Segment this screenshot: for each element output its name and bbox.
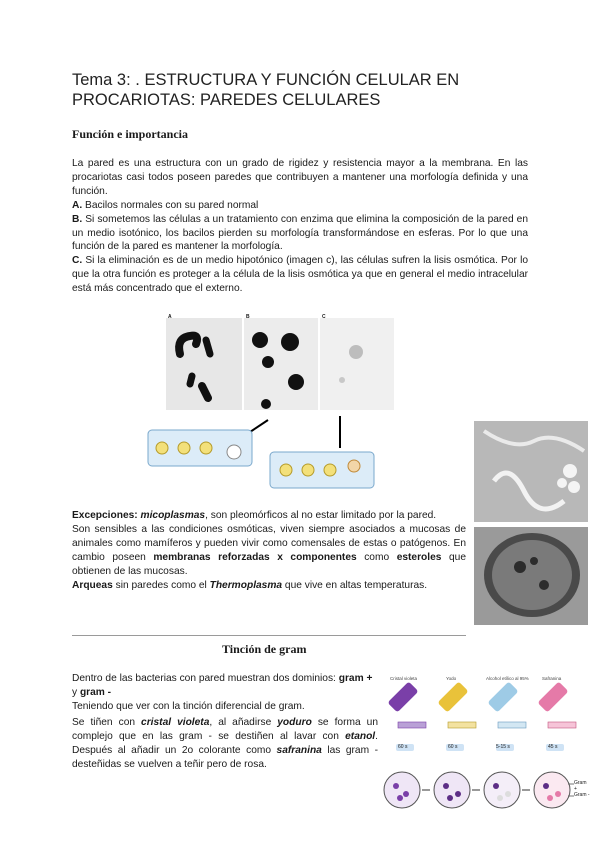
archaea-term: Arqueas [72, 579, 113, 591]
lysed-cell [349, 345, 363, 359]
panel-a-label: A [168, 314, 172, 320]
cell-icon [280, 464, 292, 476]
cell-icon [178, 442, 190, 454]
exceptions-text-6: que vive en altas temperaturas. [282, 579, 428, 591]
iodide-term: yoduro [277, 717, 312, 728]
rod-cell [202, 386, 208, 398]
safranin-bottle [537, 681, 568, 712]
mycoplasma-photo [474, 421, 588, 522]
time-label: 45 s [548, 744, 558, 750]
label-a: A. [72, 199, 83, 211]
legend-gram-negative: Gram - [574, 792, 590, 798]
alcohol-bottle [487, 681, 518, 712]
gram-stain-diagram [378, 660, 590, 840]
exceptions-label: Excepciones: [72, 510, 138, 521]
sphere-cell [288, 374, 304, 390]
reagent-label: Yodo [446, 676, 457, 681]
legend-gram-positive: Gram + [574, 780, 587, 792]
cell-icon [227, 445, 241, 459]
gram-text-2b: , al añadirse [209, 717, 278, 728]
panel-c-bg [320, 318, 394, 410]
label-b: B. [72, 213, 83, 225]
microscope-view [384, 772, 420, 808]
reagent-label: Alcohol etílico al 95% [486, 676, 529, 681]
intro-text: La pared es una estructura con un grado de rigidez y resistencia mayor a la membrana. En las procariotas casi todos poseen paredes que contribuyen a mantener una morfología definida y una función. [72, 158, 528, 197]
exceptions-text-5: sin paredes como el [112, 579, 210, 591]
gram-paragraph-1 [72, 672, 378, 714]
cell-icon [348, 460, 360, 472]
exceptions-text-4: que obtienen de las mucosas. [72, 551, 466, 577]
panel-b-label: B [246, 314, 250, 320]
reagent-label: Cristal violeta [390, 676, 418, 681]
section-heading-gram: Tinción de gram [222, 642, 307, 656]
cell-icon [302, 464, 314, 476]
reinforced-membranes-term: membranas reforzadas x componentes [153, 551, 357, 563]
wall-function-figure [166, 314, 394, 410]
slide [548, 722, 576, 728]
rod-cell [190, 376, 192, 384]
gram-text-1c: Teniendo que ver con la tinción diferencial de gram. [72, 700, 305, 712]
iodine-bottle [437, 681, 468, 712]
microscope-view [484, 772, 520, 808]
exceptions-text-3: como [356, 551, 397, 563]
safranin-term: safranina [276, 744, 322, 756]
gram-positive-term: gram + [338, 673, 373, 684]
arrow-line [250, 420, 268, 432]
crystal-violet-term: cristal violeta [141, 717, 210, 728]
gram-text-2c: se forma un complejo que en las gram - se destiñen al lavar con [72, 717, 378, 742]
reagent-label: Safranina [542, 676, 562, 681]
text-a: Bacilos normales con su pared normal [82, 199, 259, 211]
microscope-view [434, 772, 470, 808]
section-heading-function: Función e importancia [72, 127, 188, 141]
page-title: Tema 3: . ESTRUCTURA Y FUNCIÓN CELULAR EN PROCARIOTAS: PAREDES CELULARES [72, 71, 460, 109]
thermoplasma-term: Thermoplasma [209, 579, 283, 591]
function-paragraph [72, 157, 528, 296]
text-b: Si sometemos las células a un tratamiento con enzima que elimina la composición de la pared en un medio isotónico, los bacilos pierden su morfología transformándose en esferas. Por lo que una función de la pared es mantener la morfología. [72, 213, 528, 253]
microscope-view [534, 772, 570, 808]
sphere-cell [261, 399, 271, 409]
osmotic-diagram [146, 412, 376, 494]
sphere-cell [252, 332, 268, 348]
crystal-violet-bottle [387, 681, 418, 712]
slide [398, 722, 426, 728]
gram-text-1b: y [72, 686, 80, 698]
section-divider [72, 635, 466, 636]
rod-cell [206, 340, 210, 354]
panel-c-label: C [322, 314, 326, 320]
slide [448, 722, 476, 728]
ethanol-term: etanol [345, 730, 376, 742]
gram-text-2a: Se tiñen con [72, 717, 142, 728]
gram-paragraph-2 [72, 716, 378, 772]
lysed-cell [339, 377, 345, 383]
gram-negative-term: gram - [79, 686, 112, 698]
time-label: 60 s [448, 744, 458, 750]
sterols-term: esteroles [396, 551, 442, 563]
text-c: Si la eliminación es de un medio hipotónico (imagen c), las células sufren la lisis osmótica. Por lo que la otra función es proteger a la célula de la lisis osmótica ya que en general el medio intracelular está más concentrado que el externo. [72, 255, 528, 295]
sphere-cell [281, 333, 299, 351]
panel-b-bg [244, 318, 318, 410]
exceptions-text-2: Son sensibles a las condiciones osmóticas, viven siempre asociados a mucosas de animales como mamíferos y pueden vivir como comensales de estas o patógenos. En cambio poseen [72, 523, 466, 563]
time-label: 5-15 s [496, 744, 510, 750]
cell-icon [200, 442, 212, 454]
exceptions-paragraph [72, 509, 466, 592]
exceptions-text-1: , son pleomórficos al no estar limitado por la pared. [205, 510, 437, 521]
label-c: C. [72, 255, 83, 267]
gram-text-1a: Dentro de las bacterias con pared muestran dos dominios: [72, 673, 339, 684]
sphere-cell [262, 356, 274, 368]
gram-text-2d: . Después al añadir un 2o colorante como [72, 730, 378, 756]
cell-icon [324, 464, 336, 476]
micrograph-panels [166, 314, 394, 410]
mycoplasma-term: micoplasmas [140, 510, 206, 521]
slide [498, 722, 526, 728]
gram-stain-figure [378, 660, 590, 840]
gram-text-2e: las gram - desteñidas se vuelven a teñir pero de rosa. [72, 744, 378, 770]
cell-icon [156, 442, 168, 454]
thermoplasma-photo [474, 527, 588, 625]
time-label: 60 s [398, 744, 408, 750]
